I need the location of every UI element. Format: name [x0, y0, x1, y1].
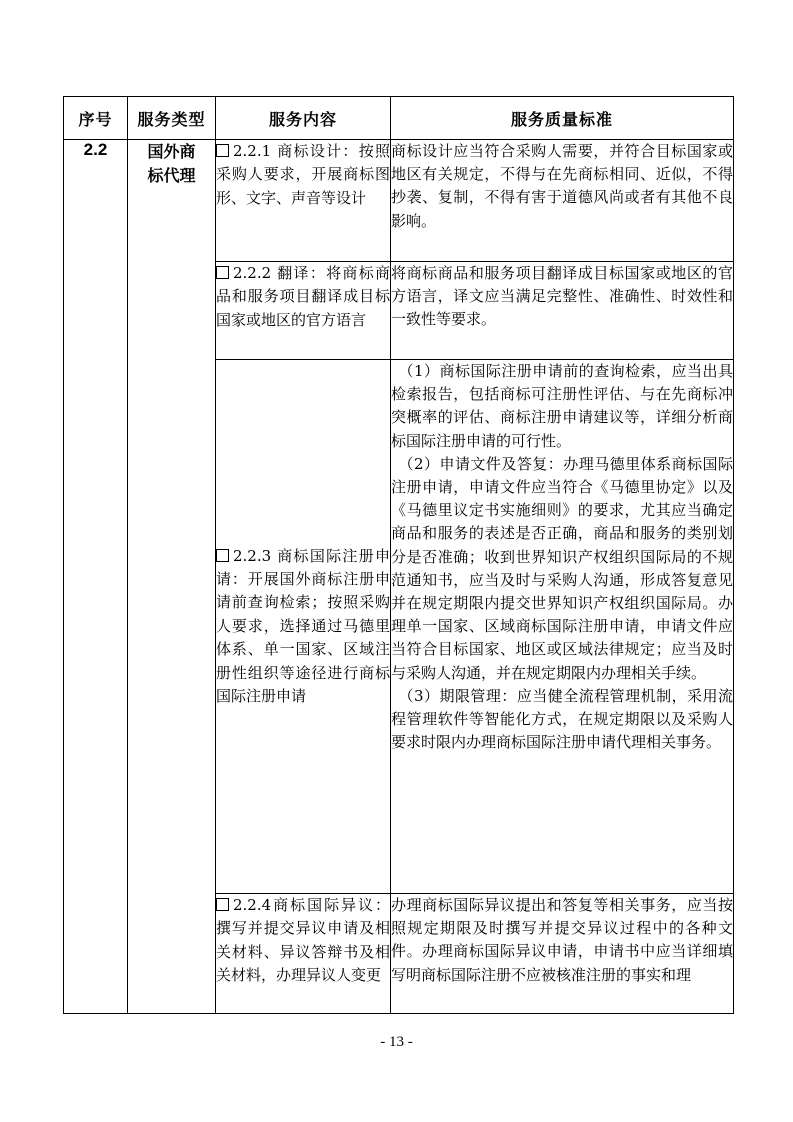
checkbox-icon	[216, 144, 229, 157]
service-content-cell	[216, 894, 391, 1014]
checkbox-icon	[216, 898, 229, 911]
service-content-cell	[216, 140, 391, 262]
quality-standard-text: （3）期限管理：应当健全流程管理机制，采用流程管理软件等智能化方式，在规定期限以及采购人要求时限内办理商标国际注册申请代理相关事务。	[391, 686, 733, 752]
service-standard-table	[63, 96, 734, 1014]
quality-standard-cell	[391, 262, 734, 360]
quality-standard-cell	[391, 894, 734, 1014]
checkbox-icon	[216, 266, 229, 279]
quality-standard-text: （2）申请文件及答复：办理马德里体系商标国际注册申请，申请文件应当符合《马德里协定》以及《马德里议定书实施细则》的要求，尤其应当确定商品和服务的表述是否正确，商品和服务的类别划分是否准确；收到世界知识产权组织国际局的不规范通知书，应当及时与采购人沟通，形成答复意见并在规定期限内提交世界知识产权组织国际局。办理单一国家、区域商标国际注册申请，申请文件应当符合目标国家、地区或区域法律规定；应当及时与采购人沟通，并在规定期限内办理相关手续。	[391, 454, 733, 682]
quality-standard-cell	[391, 140, 734, 262]
quality-standard-text: （1）商标国际注册申请前的查询检索，应当出具检索报告，包括商标可注册性评估、与在先商标冲突概率的评估、商标注册申请建议等，详细分析商标国际注册申请的可行性。	[391, 362, 733, 450]
header-service-type: 服务类型	[128, 97, 216, 140]
quality-standard-cell	[391, 360, 734, 894]
quality-standard-text: 将商标商品和服务项目翻译成目标国家或地区的官方语言，译文应当满足完整性、准确性、时效性和一致性等要求。	[391, 264, 733, 329]
table-row	[64, 140, 734, 262]
service-content-text: 2.2.2 翻译：将商标商品和服务项目翻译成目标国家或地区的官方语言	[216, 264, 390, 329]
quality-standard-text: 商标设计应当符合采购人需要，并符合目标国家或地区有关规定，不得与在先商标相同、近似，不得抄袭、复制，不得有害于道德风尚或者有其他不良影响。	[391, 142, 733, 230]
service-type-text: 国外商标代理	[147, 142, 196, 185]
header-quality-standard: 服务质量标准	[391, 97, 734, 140]
service-content-cell	[216, 262, 391, 360]
page-number: - 13 -	[380, 1034, 413, 1050]
header-seq: 序号	[64, 97, 128, 140]
service-content-text: 2.2.1 商标设计：按照采购人要求，开展商标图形、文字、声音等设计	[216, 142, 390, 207]
service-content-text: 2.2.3 商标国际注册申请：开展国外商标注册申请前查询检索；按照采购人要求，选择通过马德里体系、单一国家、区域注册性组织等途径进行商标国际注册申请	[216, 546, 390, 706]
checkbox-icon	[216, 549, 229, 562]
header-service-content: 服务内容	[216, 97, 391, 140]
header-row	[64, 97, 734, 140]
quality-standard-text: 办理商标国际异议提出和答复等相关事务，应当按照规定期限及时撰写并提交异议过程中的各种文件。办理商标国际异议申请，申请书中应当详细填写明商标国际注册不应被核准注册的事实和理	[391, 896, 733, 984]
service-content-text: 2.2.4商标国际异议：撰写并提交异议申请及相关材料、异议答辩书及相关材料，办理异议人变更	[216, 896, 390, 985]
service-content-cell	[216, 360, 391, 894]
service-type-cell	[128, 140, 216, 1014]
seq-cell: 2.2	[64, 140, 128, 1014]
